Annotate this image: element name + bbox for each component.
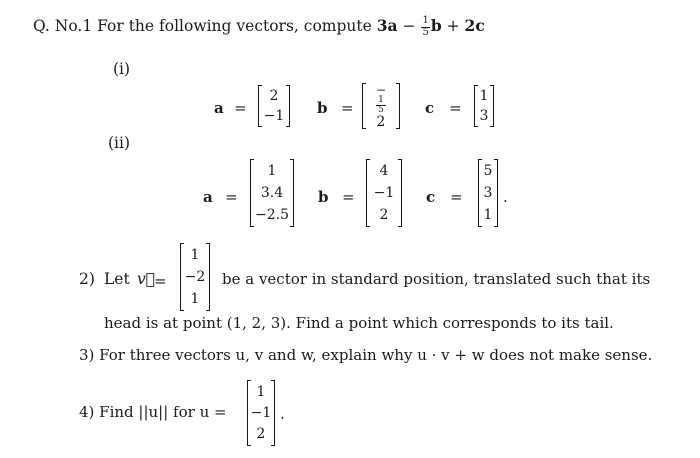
vector-entry: 3.4 [260, 185, 284, 201]
expr-2c: 2c [464, 16, 485, 35]
part-ii-a-equals: = [225, 188, 238, 206]
vector-entry: −2 [184, 269, 206, 285]
q4-vector-u [247, 381, 275, 445]
part-ii-b-equals: = [342, 188, 355, 206]
vector-entry: 5 [483, 163, 493, 179]
vector-entry: 1 [267, 163, 277, 179]
q2-text-line-2: head is at point (1, 2, 3). Find a point which corresponds to its tail. [104, 314, 614, 332]
vector-entry: 2 [269, 88, 279, 104]
q2-equals: = [154, 272, 167, 290]
vector-entry: −1 [373, 185, 395, 201]
vector-entry: −2.5 [255, 207, 289, 223]
part-i-label: (i) [113, 60, 131, 78]
vector-entry: 4 [379, 163, 389, 179]
q2-vector-symbol: v⃗ [137, 270, 156, 288]
part-i-vector-c [474, 86, 494, 126]
vector-entry: 2 [379, 207, 389, 223]
part-i-a-name: a [214, 99, 224, 117]
part-i-c-equals: = [449, 99, 462, 117]
vector-entry: −1 [263, 108, 285, 124]
part-ii-period: . [503, 188, 508, 206]
one-fifth-fraction: $\frac{1}{5}$ [422, 15, 429, 38]
part-i-b-name: b [317, 99, 328, 117]
minus-sign: − [402, 17, 416, 35]
vector-entry: 2 [376, 114, 386, 130]
vector-entry: 1 [483, 207, 493, 223]
q3-text: 3) For three vectors u, v and w, explain why u · v + w does not make sense. [79, 346, 653, 364]
vector-entry: 1 [190, 291, 200, 307]
part-ii-a-name: a [203, 188, 213, 206]
expr-3a: 3a [376, 16, 398, 35]
part-ii-vector-a [250, 160, 294, 226]
vector-entry: 1 [190, 247, 200, 263]
part-ii-b-name: b [318, 188, 329, 206]
part-i-b-equals: = [341, 99, 354, 117]
vector-entry: 3 [483, 185, 493, 201]
question-1-prefix: Q. No.1 For the following vectors, compute [33, 17, 372, 35]
q4-period: . [280, 405, 285, 423]
part-i-vector-b [362, 84, 400, 128]
vector-entry: −1 [250, 404, 272, 421]
part-i-vector-a [258, 86, 290, 126]
part-i-a-equals: = [234, 99, 247, 117]
part-ii-label: (ii) [108, 134, 131, 152]
vector-entry: 1 [479, 88, 489, 104]
vector-entry: 1 [256, 383, 266, 400]
part-ii-vector-c [478, 160, 498, 226]
expr-b: b [430, 16, 442, 35]
vector-entry: 3 [479, 108, 489, 124]
q2-vector-v [180, 244, 210, 310]
q2-let: Let [104, 270, 130, 288]
part-ii-vector-b [366, 160, 402, 226]
vector-entry: − 1 5 [375, 83, 387, 115]
part-ii-c-equals: = [450, 188, 463, 206]
plus-sign: + [446, 17, 460, 35]
q2-number: 2) [79, 270, 95, 288]
part-i-c-name: c [425, 99, 435, 117]
part-ii-c-name: c [426, 188, 436, 206]
vector-entry: 2 [256, 426, 266, 443]
q2-text-line-1: be a vector in standard position, translated such that its [222, 270, 651, 288]
question-1-prompt [33, 16, 485, 38]
q4-text: 4) Find ||u|| for u = [79, 403, 227, 421]
